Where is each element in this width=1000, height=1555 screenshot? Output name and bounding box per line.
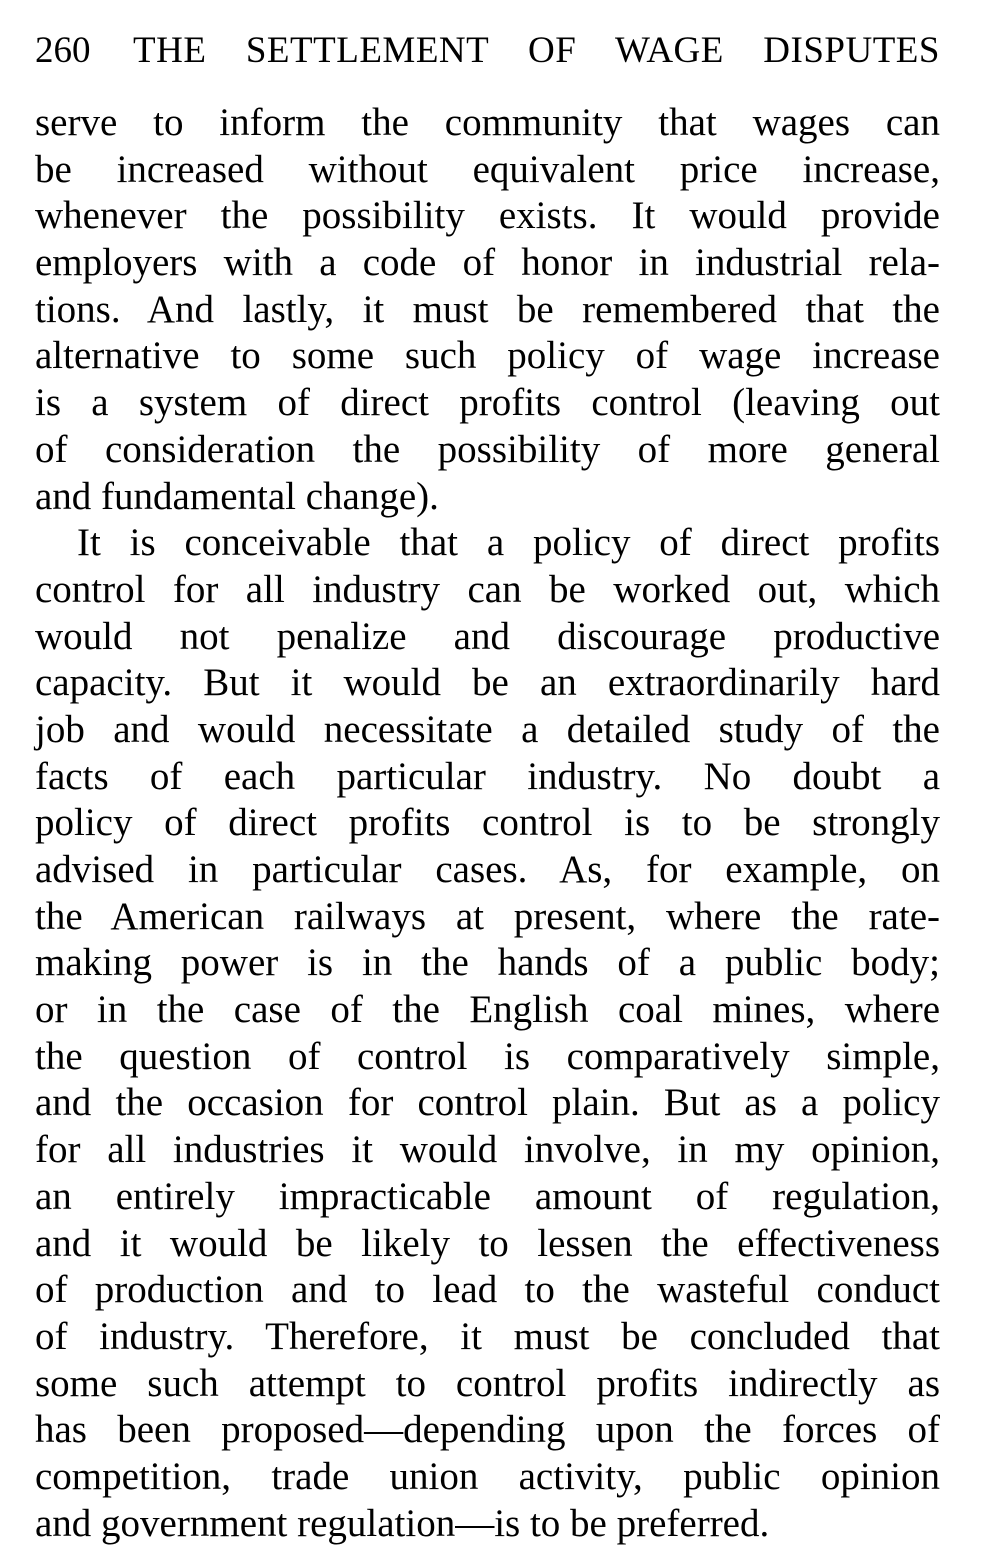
paragraph: [35, 520, 940, 1547]
text-line: has been proposed—depending upon the forces of: [35, 1408, 940, 1452]
text-line: It is conceivable that a policy of direct profits: [77, 521, 940, 565]
text-line: is a system of direct profits control (leaving out: [35, 381, 940, 425]
text-line: tions. And lastly, it must be remembered that the: [35, 287, 940, 331]
text-line: and the occasion for control plain. But as a policy: [35, 1081, 940, 1125]
text-line: alternative to some such policy of wage increase: [35, 334, 940, 378]
page-header: [35, 28, 940, 74]
text-line: policy of direct profits control is to be strongly: [35, 801, 940, 845]
text-line: advised in particular cases. As, for example, on: [35, 848, 940, 891]
text-line: and fundamental change).: [35, 474, 439, 518]
text-line: facts of each particular industry. No doubt a: [35, 754, 940, 798]
page-number: 260: [35, 30, 91, 71]
text-line: an entirely impracticable amount of regulation,: [35, 1174, 940, 1218]
text-line: and it would be likely to lessen the effectiveness: [35, 1221, 940, 1265]
text-line: be increased without equivalent price increase,: [35, 147, 940, 191]
text-line: some such attempt to control profits indirectly as: [35, 1361, 940, 1405]
text-line: competition, trade union activity, public opinion: [35, 1454, 940, 1498]
text-line: or in the case of the English coal mines, where: [35, 988, 940, 1032]
body-text: [35, 100, 940, 1547]
text-line: job and would necessitate a detailed study of the: [35, 707, 940, 751]
text-line: control for all industry can be worked out, which: [35, 567, 940, 611]
running-title: THE SETTLEMENT OF WAGE DISPUTES: [133, 30, 940, 71]
text-line: of production and to lead to the wasteful conduct: [35, 1268, 940, 1312]
text-line: employers with a code of honor in industrial rela-: [35, 241, 940, 285]
text-line: and government regulation—is to be preferred.: [35, 1501, 770, 1545]
text-line: serve to inform the community that wages can: [35, 101, 940, 144]
text-line: would not penalize and discourage productive: [35, 614, 940, 658]
text-line: for all industries it would involve, in my opinion,: [35, 1128, 940, 1172]
text-line: whenever the possibility exists. It would provide: [35, 194, 940, 238]
paragraph: [35, 100, 940, 520]
text-line: of industry. Therefore, it must be concluded that: [35, 1314, 940, 1358]
text-line: the American railways at present, where the rate-: [35, 894, 940, 938]
text-line: of consideration the possibility of more general: [35, 427, 940, 471]
text-line: making power is in the hands of a public body;: [35, 941, 940, 985]
text-line: the question of control is comparatively simple,: [35, 1034, 940, 1078]
text-line: capacity. But it would be an extraordinarily hard: [35, 661, 940, 705]
